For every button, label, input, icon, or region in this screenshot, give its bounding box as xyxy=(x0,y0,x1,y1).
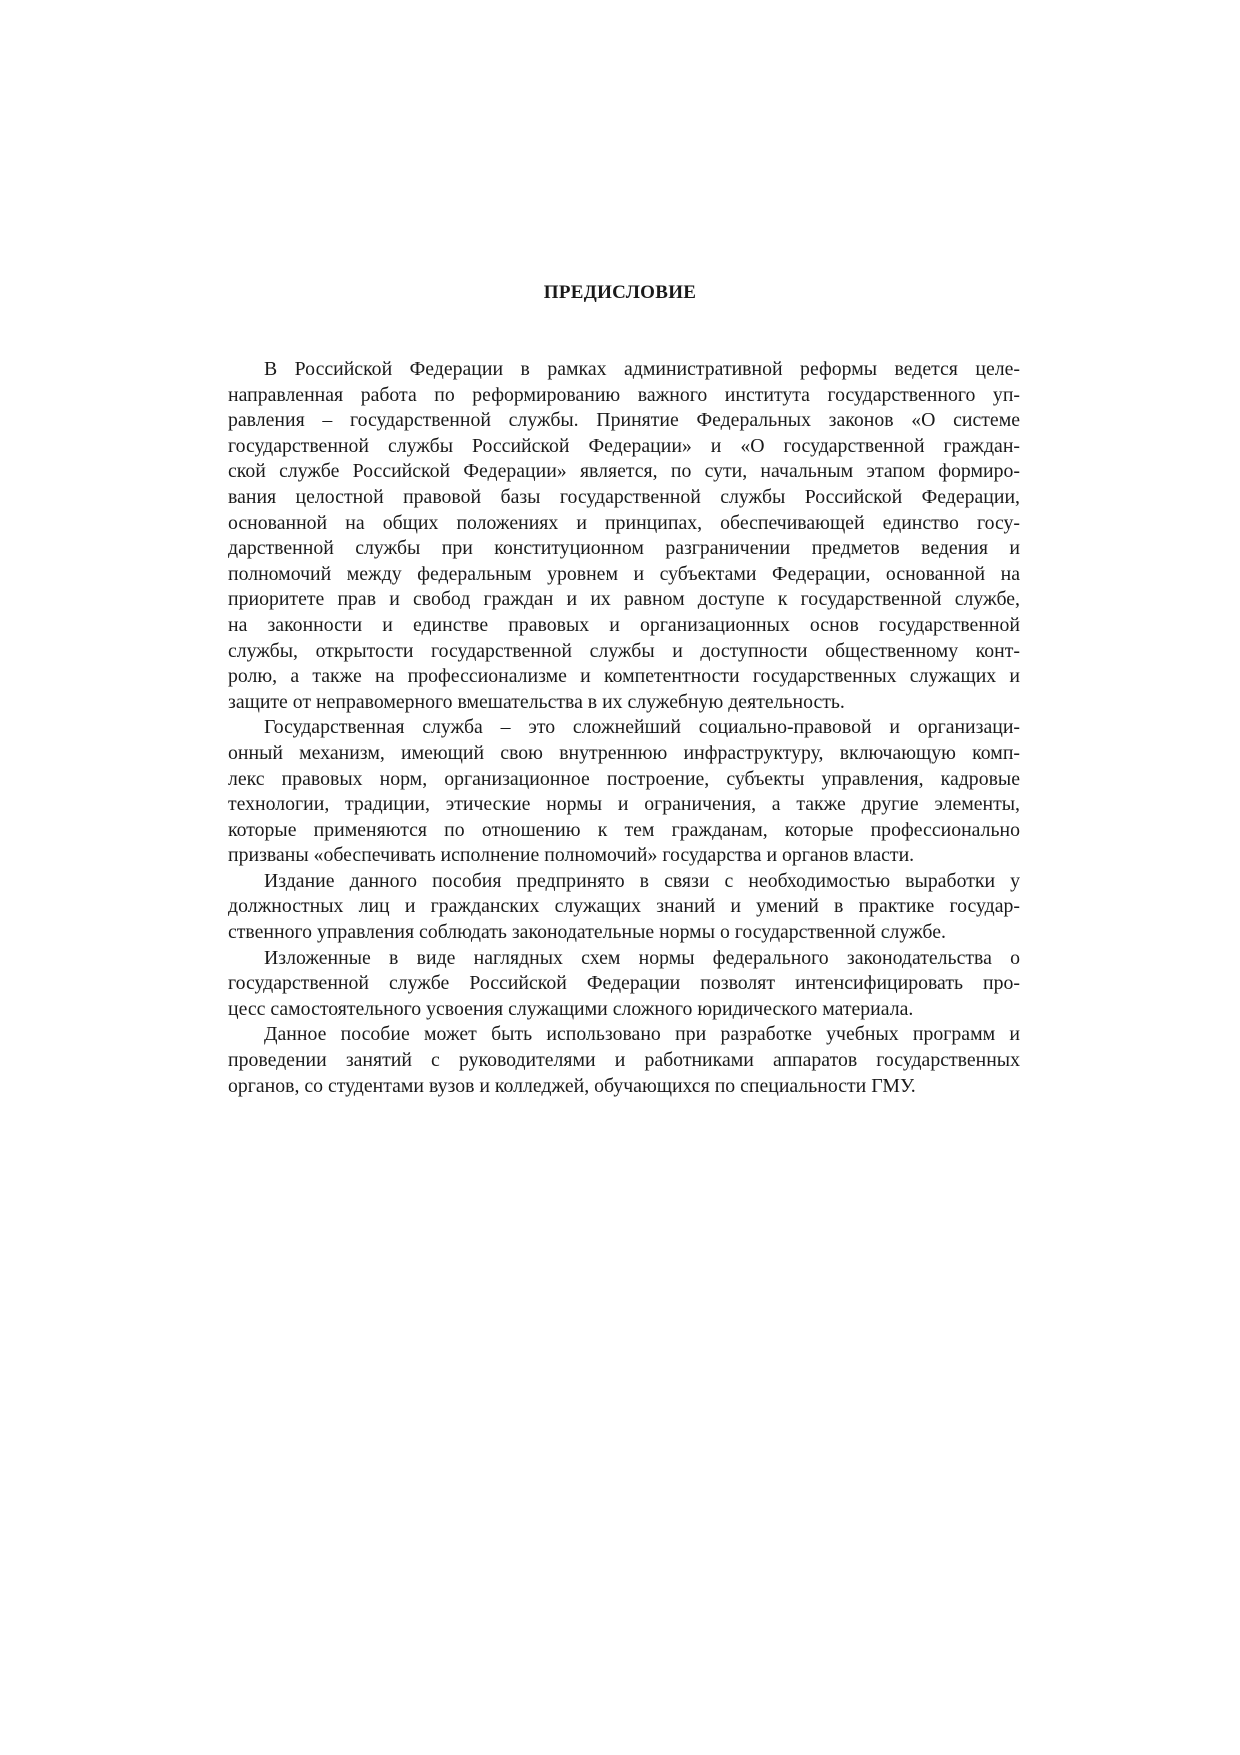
text-line: равления – государственной службы. Принятие Федеральных законов «О системе xyxy=(228,409,1020,432)
text-line: технологии, традиции, этические нормы и ограничения, а также другие элементы, xyxy=(228,793,1020,816)
text-line: ролю, а также на профессионализме и компетентности государственных служащих и xyxy=(228,665,1020,688)
text-line: ской службе Российской Федерации» является, по сути, начальным этапом формиро- xyxy=(228,460,1020,483)
text-line: ственного управления соблюдать законодательные нормы о государственной службе. xyxy=(228,921,946,944)
paragraph xyxy=(228,869,1020,946)
text-line: онный механизм, имеющий свою внутреннюю инфраструктуру, включающую комп- xyxy=(228,741,1020,764)
text-line: полномочий между федеральным уровнем и субъектами Федерации, основанной на xyxy=(228,562,1020,585)
text-line: Данное пособие может быть использовано при разработке учебных программ и xyxy=(264,1023,1020,1046)
text-line: основанной на общих положениях и принципах, обеспечивающей единство госу- xyxy=(228,511,1020,534)
text-line: лекс правовых норм, организационное построение, субъекты управления, кадровые xyxy=(228,767,1020,790)
text-line: которые применяются по отношению к тем гражданам, которые профессионально xyxy=(228,818,1020,841)
text-line: дарственной службы при конституционном разграничении предметов ведения и xyxy=(228,537,1020,560)
text-line: направленная работа по реформированию важного института государственного уп- xyxy=(228,383,1020,406)
text-line: цесс самостоятельного усвоения служащими сложного юридического материала. xyxy=(228,997,914,1020)
text-line: приоритете прав и свобод граждан и их равном доступе к государственной службе, xyxy=(228,588,1020,611)
text-line: Государственная служба – это сложнейший социально-правовой и организаци- xyxy=(264,716,1020,739)
preface-body xyxy=(228,357,1020,1099)
text-line: В Российской Федерации в рамках административной реформы ведется целе- xyxy=(264,358,1020,380)
paragraph xyxy=(228,715,1020,869)
text-line: вания целостной правовой базы государственной службы Российской Федерации, xyxy=(228,485,1020,508)
text-line: на законности и единстве правовых и организационных основ государственной xyxy=(228,613,1020,636)
page-title: ПРЕДИСЛОВИЕ xyxy=(543,282,697,303)
paragraph xyxy=(228,946,1020,1023)
text-line: Издание данного пособия предпринято в связи с необходимостью выработки у xyxy=(264,869,1020,892)
text-line: службы, открытости государственной службы и доступности общественному конт- xyxy=(228,639,1020,662)
paragraph xyxy=(228,357,1020,715)
text-line: проведении занятий с руководителями и работниками аппаратов государственных xyxy=(228,1049,1020,1072)
paragraph xyxy=(228,1022,1020,1099)
text-line: должностных лиц и гражданских служащих знаний и умений в практике государ- xyxy=(228,895,1020,918)
text-line: государственной службе Российской Федерации позволят интенсифицировать про- xyxy=(228,972,1020,995)
text-line: призваны «обеспечивать исполнение полномочий» государства и органов власти. xyxy=(228,844,915,867)
text-line: защите от неправомерного вмешательства в их служебную деятельность. xyxy=(228,690,845,713)
text-line: Изложенные в виде наглядных схем нормы федерального законодательства о xyxy=(264,946,1020,969)
text-line: органов, со студентами вузов и колледжей, обучающихся по специальности ГМУ. xyxy=(228,1074,916,1097)
text-line: государственной службы Российской Федерации» и «О государственной граждан- xyxy=(228,434,1020,457)
